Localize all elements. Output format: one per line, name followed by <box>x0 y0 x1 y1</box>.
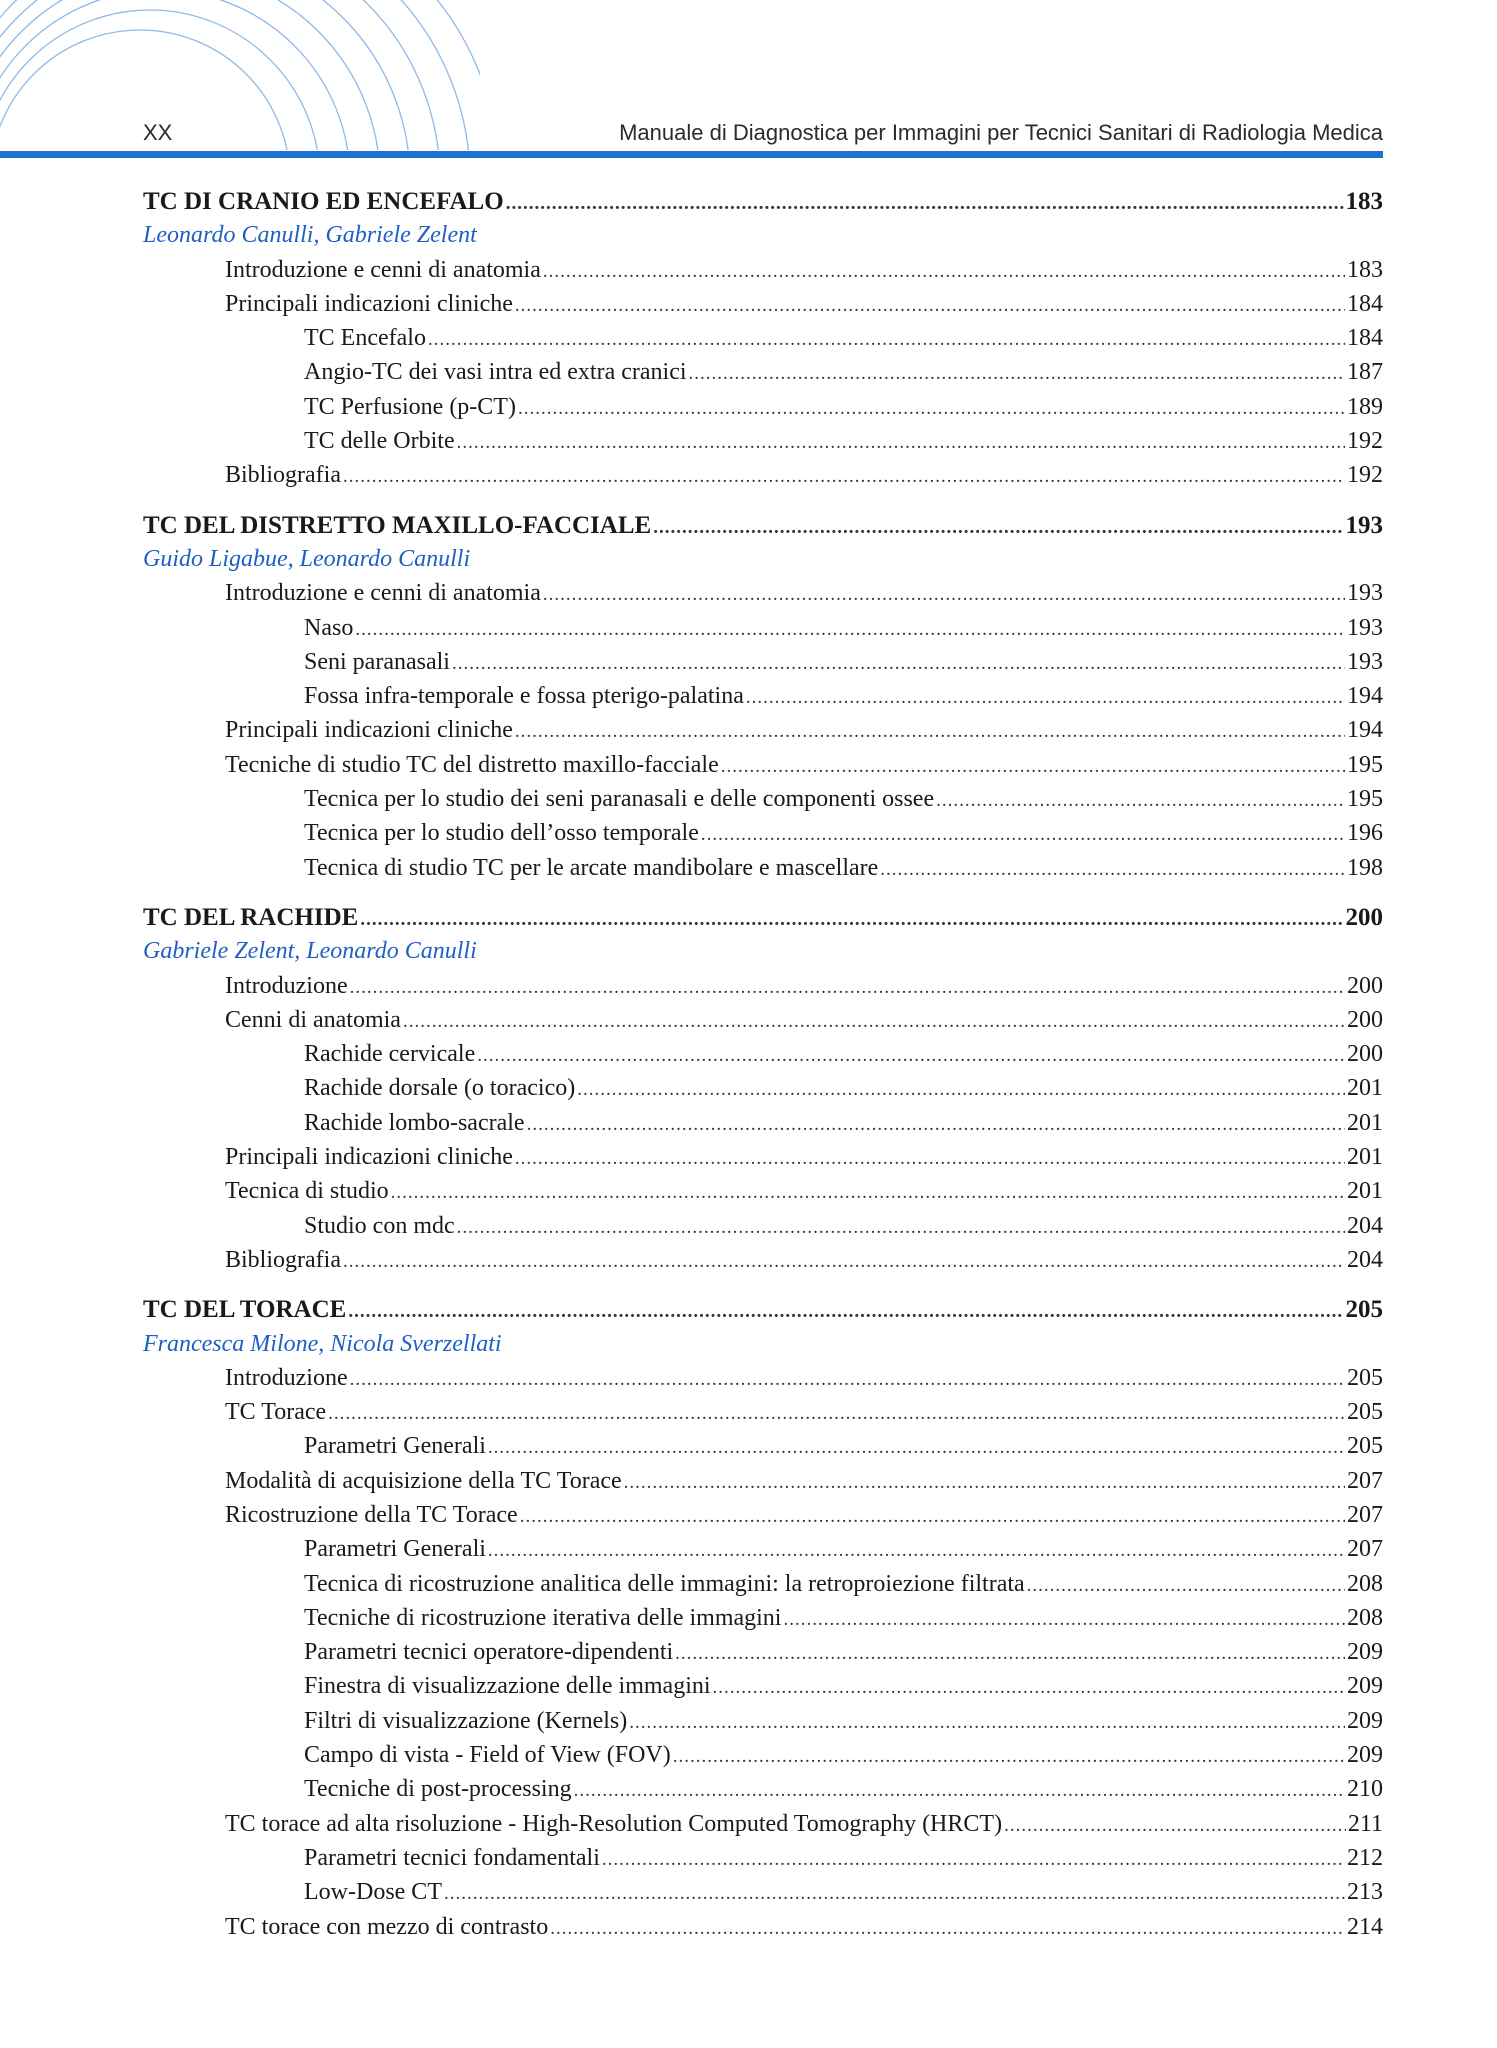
dot-leader <box>343 466 1345 488</box>
section-authors: Francesca Milone, Nicola Sverzellati <box>143 1330 502 1357</box>
page-number: 192 <box>1347 428 1383 455</box>
toc-entry[interactable] <box>143 1879 1383 1913</box>
entry-title: TC Encefalo <box>304 325 426 352</box>
entry-title: Rachide cervicale <box>304 1041 476 1068</box>
dot-leader <box>527 1114 1345 1136</box>
entry-title: Rachide lombo-sacrale <box>304 1109 525 1136</box>
dot-leader <box>520 1506 1345 1528</box>
section-title: TC DI CRANIO ED ENCEFALO <box>143 188 504 215</box>
dot-leader <box>355 619 1345 641</box>
entry-title: Seni paranasali <box>304 648 450 675</box>
toc-entry[interactable] <box>143 462 1383 496</box>
page-number: 183 <box>1345 188 1383 215</box>
entry-title: Modalità di acquisizione della TC Torace <box>225 1467 622 1494</box>
entry-title: Introduzione e cenni di anatomia <box>225 256 541 283</box>
toc-entry[interactable] <box>143 717 1383 751</box>
dot-leader <box>1004 1815 1346 1837</box>
entry-title: Studio con mdc <box>304 1212 455 1239</box>
page-number: 183 <box>1347 256 1383 283</box>
section-heading-row[interactable] <box>143 1296 1383 1330</box>
dot-leader <box>543 261 1345 283</box>
toc-entry[interactable] <box>143 1075 1383 1109</box>
entry-title: Parametri tecnici fondamentali <box>304 1844 600 1871</box>
toc-entry[interactable] <box>143 1571 1383 1605</box>
dot-leader <box>391 1182 1345 1204</box>
entry-title: TC delle Orbite <box>304 428 455 455</box>
toc-entry[interactable] <box>143 1708 1383 1742</box>
toc-section <box>143 188 1383 497</box>
toc-entry[interactable] <box>143 1007 1383 1041</box>
entry-title: Angio-TC dei vasi intra ed extra cranici <box>304 359 687 386</box>
page-number: 200 <box>1347 1041 1383 1068</box>
toc-entry[interactable] <box>143 1213 1383 1247</box>
book-title: Manuale di Diagnostica per Immagini per Tecnici Sanitari di Radiologia Medica <box>619 120 1383 145</box>
section-title: TC DEL DISTRETTO MAXILLO-FACCIALE <box>143 511 652 539</box>
entry-title: Campo di vista - Field of View (FOV) <box>304 1742 671 1769</box>
page-number: 193 <box>1347 614 1383 641</box>
toc-section <box>143 512 1383 889</box>
dot-leader <box>1027 1575 1345 1597</box>
entry-title: Parametri Generali <box>304 1433 486 1460</box>
page-number: XX <box>143 120 173 145</box>
toc-entry[interactable] <box>143 1433 1383 1467</box>
entry-title: Introduzione <box>225 972 348 999</box>
page-number: 200 <box>1345 903 1383 931</box>
toc-entry[interactable] <box>143 1776 1383 1810</box>
entry-title: Tecnica di studio TC per le arcate mandibolare e mascellare <box>304 854 879 881</box>
page-number: 209 <box>1347 1707 1383 1734</box>
dot-leader <box>624 1472 1345 1494</box>
dot-leader <box>488 1540 1345 1562</box>
toc-entry[interactable] <box>143 394 1383 428</box>
section-title: TC DEL TORACE <box>143 1296 347 1324</box>
page-number: 194 <box>1347 683 1383 710</box>
page-number: 184 <box>1347 290 1383 317</box>
page-header <box>143 112 1383 146</box>
page-number: 194 <box>1347 717 1383 744</box>
page-number: 193 <box>1347 580 1383 607</box>
toc-entry[interactable] <box>143 973 1383 1007</box>
entry-title: TC Perfusione (p-CT) <box>304 393 516 420</box>
entry-title: TC Torace <box>225 1399 327 1426</box>
dot-leader <box>675 1643 1345 1665</box>
page-number: 198 <box>1347 854 1383 881</box>
dot-leader <box>343 1251 1345 1273</box>
page-number: 195 <box>1347 751 1383 778</box>
entry-title: Low-Dose CT <box>304 1879 442 1906</box>
dot-leader <box>477 1045 1345 1067</box>
section-heading-row[interactable] <box>143 904 1383 938</box>
page-number: 187 <box>1347 359 1383 386</box>
section-heading-row[interactable] <box>143 512 1383 546</box>
toc-entry[interactable] <box>143 359 1383 393</box>
section-title: TC DEL RACHIDE <box>143 903 359 931</box>
dot-leader <box>360 909 1343 931</box>
section-authors: Guido Ligabue, Leonardo Canulli <box>143 545 471 572</box>
page-number: 204 <box>1347 1212 1383 1239</box>
entry-title: Bibliografia <box>225 1246 341 1273</box>
toc-entry[interactable] <box>143 580 1383 614</box>
dot-leader <box>506 193 1344 215</box>
toc-entry[interactable] <box>143 1811 1383 1845</box>
toc-entry[interactable] <box>143 1845 1383 1879</box>
header-rule <box>0 151 1383 158</box>
toc-entry[interactable] <box>143 1365 1383 1399</box>
entry-title: Parametri tecnici operatore-dipendenti <box>304 1639 674 1666</box>
page-number: 207 <box>1347 1467 1383 1494</box>
dot-leader <box>653 517 1343 539</box>
dot-leader <box>488 1437 1345 1459</box>
toc-entry[interactable] <box>143 615 1383 649</box>
entry-title: Ricostruzione della TC Torace <box>225 1501 518 1528</box>
dot-leader <box>783 1609 1345 1631</box>
dot-leader <box>515 295 1345 317</box>
entry-title: Tecniche di post-processing <box>304 1776 572 1803</box>
toc-entry[interactable] <box>143 1502 1383 1536</box>
toc-entry[interactable] <box>143 428 1383 462</box>
page-number: 210 <box>1347 1776 1383 1803</box>
dot-leader <box>515 1148 1345 1170</box>
dot-leader <box>746 687 1345 709</box>
entry-title: Introduzione e cenni di anatomia <box>225 580 541 607</box>
entry-title: TC torace ad alta risoluzione - High-Resolution Computed Tomography (HRCT) <box>225 1810 1003 1837</box>
entry-title: Tecnica di ricostruzione analitica delle immagini: la retroproiezione filtrata <box>304 1570 1025 1597</box>
toc-entry[interactable] <box>143 1639 1383 1673</box>
dot-leader <box>602 1849 1345 1871</box>
entry-title: Fossa infra-temporale e fossa pterigo-palatina <box>304 683 744 710</box>
page-number: 212 <box>1347 1844 1383 1871</box>
entry-title: TC torace con mezzo di contrasto <box>225 1913 549 1940</box>
dot-leader <box>328 1403 1345 1425</box>
page-number: 207 <box>1347 1536 1383 1563</box>
toc-entry[interactable] <box>143 1110 1383 1144</box>
page-number: 208 <box>1347 1604 1383 1631</box>
page-number: 193 <box>1345 511 1383 539</box>
page-number: 209 <box>1347 1673 1383 1700</box>
toc-entry[interactable] <box>143 752 1383 786</box>
page-number: 205 <box>1347 1433 1383 1460</box>
dot-leader <box>350 1369 1345 1391</box>
page-number: 201 <box>1347 1144 1383 1171</box>
page-number: 200 <box>1347 1006 1383 1033</box>
section-authors: Leonardo Canulli, Gabriele Zelent <box>143 222 477 249</box>
dot-leader <box>629 1712 1345 1734</box>
page-number: 192 <box>1347 462 1383 489</box>
dot-leader <box>457 432 1345 454</box>
entry-title: Naso <box>304 614 354 641</box>
page-number: 189 <box>1347 393 1383 420</box>
dot-leader <box>403 1011 1345 1033</box>
toc-entry[interactable] <box>143 291 1383 325</box>
dot-leader <box>444 1883 1345 1905</box>
toc-entry[interactable] <box>143 855 1383 889</box>
toc-entry[interactable] <box>143 786 1383 820</box>
toc-entry[interactable] <box>143 1742 1383 1776</box>
dot-leader <box>452 653 1345 675</box>
page-number: 209 <box>1347 1742 1383 1769</box>
page-number: 213 <box>1347 1879 1383 1906</box>
entry-title: Bibliografia <box>225 462 341 489</box>
toc-entry[interactable] <box>143 683 1383 717</box>
dot-leader <box>350 977 1345 999</box>
entry-title: Principali indicazioni cliniche <box>225 290 513 317</box>
table-of-contents <box>143 188 1383 1963</box>
entry-title: Parametri Generali <box>304 1536 486 1563</box>
page-number: 209 <box>1347 1639 1383 1666</box>
page-number: 184 <box>1347 325 1383 352</box>
toc-section <box>143 904 1383 1281</box>
page-number: 201 <box>1347 1109 1383 1136</box>
page-number: 193 <box>1347 648 1383 675</box>
toc-section <box>143 1296 1383 1948</box>
dot-leader <box>515 721 1345 743</box>
page-number: 208 <box>1347 1570 1383 1597</box>
entry-title: Introduzione <box>225 1364 348 1391</box>
dot-leader <box>880 859 1345 881</box>
dot-leader <box>577 1079 1345 1101</box>
dot-leader <box>550 1918 1345 1940</box>
section-heading-row[interactable] <box>143 188 1383 222</box>
dot-leader <box>348 1301 1343 1323</box>
page-number: 205 <box>1347 1364 1383 1391</box>
entry-title: Filtri di visualizzazione (Kernels) <box>304 1707 628 1734</box>
dot-leader <box>713 1677 1345 1699</box>
page-number: 211 <box>1347 1810 1383 1837</box>
entry-title: Principali indicazioni cliniche <box>225 717 513 744</box>
toc-entry[interactable] <box>143 1144 1383 1178</box>
page-number: 200 <box>1347 972 1383 999</box>
page-number: 205 <box>1347 1399 1383 1426</box>
dot-leader <box>428 329 1345 351</box>
toc-entry[interactable] <box>143 1673 1383 1707</box>
toc-entry[interactable] <box>143 325 1383 359</box>
page-number: 195 <box>1347 786 1383 813</box>
entry-title: Rachide dorsale (o toracico) <box>304 1075 576 1102</box>
dot-leader <box>936 790 1345 812</box>
page-number: 201 <box>1347 1075 1383 1102</box>
dot-leader <box>574 1780 1345 1802</box>
dot-leader <box>518 398 1345 420</box>
dot-leader <box>721 756 1345 778</box>
toc-entry[interactable] <box>143 1041 1383 1075</box>
entry-title: Tecnica per lo studio dell’osso temporale <box>304 820 699 847</box>
toc-entry[interactable] <box>143 649 1383 683</box>
entry-title: Tecniche di ricostruzione iterativa delle immagini <box>304 1604 782 1631</box>
toc-entry[interactable] <box>143 1605 1383 1639</box>
entry-title: Tecniche di studio TC del distretto maxillo-facciale <box>225 751 719 778</box>
entry-title: Finestra di visualizzazione delle immagini <box>304 1673 711 1700</box>
page-number: 201 <box>1347 1178 1383 1205</box>
section-authors: Gabriele Zelent, Leonardo Canulli <box>143 938 477 965</box>
toc-entry[interactable] <box>143 1178 1383 1212</box>
toc-entry[interactable] <box>143 257 1383 291</box>
entry-title: Principali indicazioni cliniche <box>225 1144 513 1171</box>
toc-entry[interactable] <box>143 1399 1383 1433</box>
page-number: 205 <box>1345 1296 1383 1324</box>
toc-entry[interactable] <box>143 1247 1383 1281</box>
page-number: 196 <box>1347 820 1383 847</box>
dot-leader <box>689 363 1345 385</box>
page-number: 204 <box>1347 1246 1383 1273</box>
page-number: 214 <box>1347 1913 1383 1940</box>
dot-leader <box>457 1217 1345 1239</box>
entry-title: Tecnica di studio <box>225 1178 389 1205</box>
toc-entry[interactable] <box>143 1914 1383 1948</box>
toc-entry[interactable] <box>143 820 1383 854</box>
entry-title: Tecnica per lo studio dei seni paranasali e delle componenti ossee <box>304 786 935 813</box>
dot-leader <box>543 584 1345 606</box>
toc-entry[interactable] <box>143 1468 1383 1502</box>
dot-leader <box>701 824 1345 846</box>
dot-leader <box>673 1746 1345 1768</box>
page-number: 207 <box>1347 1501 1383 1528</box>
toc-entry[interactable] <box>143 1536 1383 1570</box>
entry-title: Cenni di anatomia <box>225 1006 401 1033</box>
